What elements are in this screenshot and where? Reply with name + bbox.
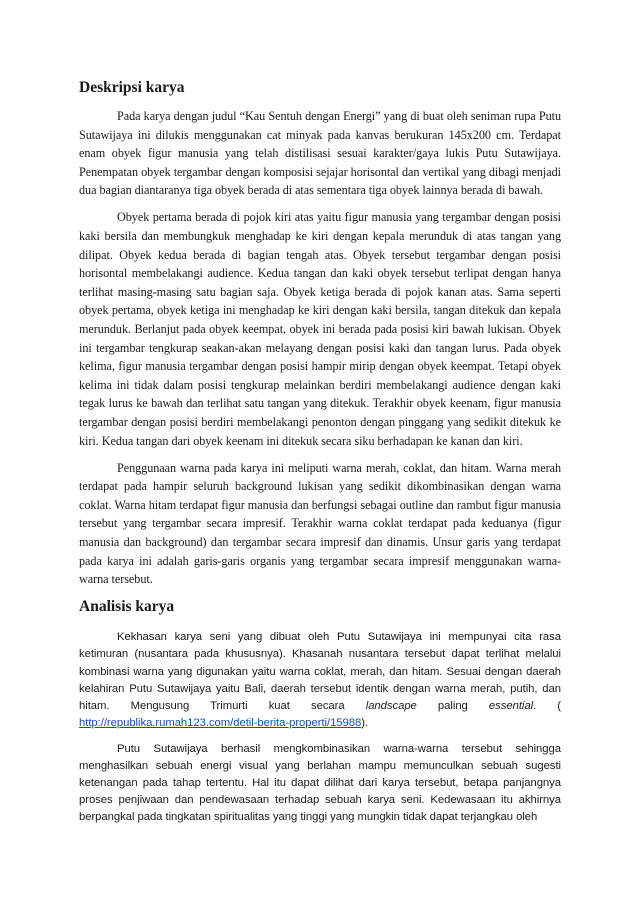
section-heading-deskripsi: Deskripsi karya (79, 79, 185, 96)
analisis-p1-emphasis-essential: essential (488, 699, 534, 712)
deskripsi-paragraph-3: Penggunaan warna pada karya ini meliputi warna merah, coklat, dan hitam. Warna merah terdapat pada hampir seluruh background lukisan yang sedikit dikombinasikan dengan warna coklat. Warna hitam terdapat figur manusia dan berfungsi sebagai outline dan rambut figur manusia tersebut yang tergambar secara impresif. Terakhir warna coklat terdapat pada keduanya (figur manusia dan background) dan tergambar secara impresif dan dinamis. Unsur garis yang terdapat pada karya ini adalah garis-garis organis yang tergambar secara impresif menggunakan warna-warna tersebut. (79, 460, 561, 587)
deskripsi-paragraph-1: Pada karya dengan judul “Kau Sentuh dengan Energi” yang di buat oleh seniman rupa Putu Sutawijaya ini dilukis menggunakan cat minyak pada kanvas berukuran 145x200 cm. Terdapat enam obyek figur manusia yang telah distilisasi sesuai karakter/gaya lukis Putu Sutawijaya. Penempatan obyek tergambar dengan komposisi sejajar horisontal dan vertikal yang dibagi menjadi dua bagian diantaranya tiga obyek berada di atas sementara tiga obyek lainnya berada di bawah. (79, 109, 561, 198)
section-heading-analisis: Analisis karya (79, 598, 175, 616)
analisis-p1-emphasis-landscape: landscape (365, 699, 417, 712)
analisis-p1-mid: paling (416, 699, 489, 712)
deskripsi-paragraph-2: Obyek pertama berada di pojok kiri atas yaitu figur manusia yang tergambar dengan posisi kaki bersila dan membungkuk menghadap ke kiri dengan kepala merunduk di atas tangan yang dilipat. Obyek kedua berada di bagian tengah atas. Obyek tersebut tergambar dengan posisi horisontal membelakangi audience. Kedua tangan dan kaki obyek tersebut terlipat dengan hanya terlihat masing-masing satu bagian saja. Obyek ketiga berada di pojok kanan atas. Sama seperti obyek pertama, obyek ketiga ini menghadap ke kiri dengan kaki bersila, tangan ditekuk dan kepala merunduk. Berlanjut pada obyek keempat, obyek ini berada pada posisi kiri bawah lukisan. Obyek ini tergambar tengkurap seakan-akan melayang dengan posisi kaki dan tangan lurus. Pada obyek kelima, figur manusia tergambar dengan posisi hampir mirip dengan obyek keempat. Tetapi obyek kelima ini tidak dalam posisi tengkurap melainkan berdiri membelakangi audience dengan kaki tegak lurus ke bawah dan terlihat satu tangan yang ditekuk. Terakhir obyek keenam, figur manusia tergambar dengan posisi berdiri membelakangi penonton dengan pinggang yang sedikit ditekuk ke kiri. Kedua tangan dari obyek keenam ini ditekuk secara siku berhadapan ke kanan dan kiri. (79, 210, 561, 448)
analisis-paragraph-1 (79, 629, 561, 732)
document-page (79, 78, 561, 835)
analisis-paragraph-2: Putu Sutawijaya berhasil mengkombinasikan warna-warna tersebut sehingga menghasilkan sebuah energi visual yang berlahan mampu memunculkan sebuah sugesti ketenangan pada tahap tertentu. Hal itu dapat dilihat dari karya tersebut, betapa panjangnya proses penjiwaan dan pendewasaan terhadap sebuah karya seni. Kedewasaan itu akhirnya berpangkal pada tingkatan spiritualitas yang tinggi yang mungkin tidak dapat terjangkau oleh (79, 742, 561, 824)
source-link[interactable]: http://republika.rumah123.com/detil-berita-properti/15988 (79, 716, 362, 729)
analisis-p1-pre-link: . ( (533, 699, 561, 712)
analisis-p1-text: Kekhasan karya seni yang dibuat oleh Putu Sutawijaya ini mempunyai cita rasa ketimuran (nusantara pada khususnya). Khasanah nusantara tersebut dapat terlihat melalui kombinasi warna yang digunakan yaitu warna coklat, merah, dan hitam. Sesuai dengan daerah kelahiran Putu Sutawijaya yaitu Bali, daerah tersebut identik dengan warna merah, putih, dan hitam. Mengusung Trimurti kuat secara (79, 631, 561, 712)
analisis-p1-post-link: ). (361, 716, 369, 729)
